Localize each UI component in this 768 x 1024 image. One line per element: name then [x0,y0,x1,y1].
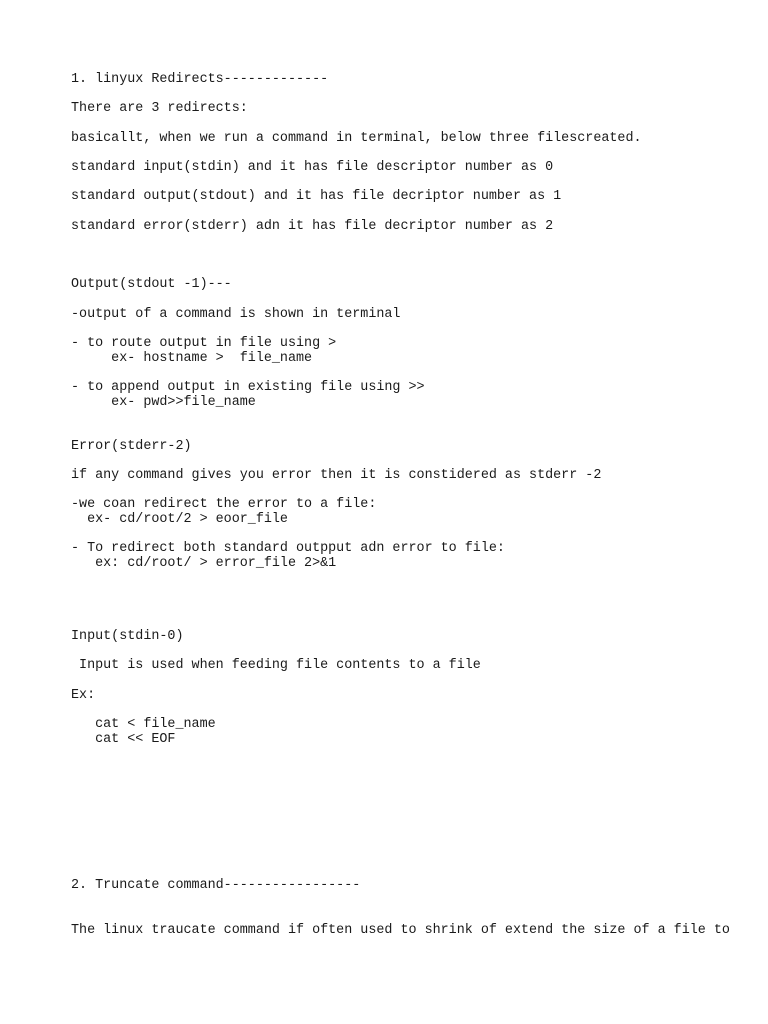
error-both-text: - To redirect both standard outpput adn error to file: [71,541,505,556]
input-description: Input is used when feeding file contents to a file [71,658,481,673]
output-shown-text: -output of a command is shown in terminal [71,307,401,322]
section-heading-truncate: 2. Truncate command----------------- [71,878,361,893]
input-heading: Input(stdin-0) [71,629,184,644]
error-description: if any command gives you error then it is constidered as stderr -2 [71,468,602,483]
output-route-example: ex- hostname > file_name [71,351,313,366]
output-heading: Output(stdout -1)--- [71,277,232,292]
output-append-example: ex- pwd>>file_name [71,395,256,410]
input-example-line-1: cat < file_name [71,717,216,732]
input-example-line-2: cat << EOF [71,732,176,747]
section-heading-redirects: 1. linyux Redirects------------- [71,72,329,87]
output-append-text: - to append output in existing file using >> [71,380,425,395]
stdin-description: standard input(stdin) and it has file descriptor number as 0 [71,160,554,175]
error-redirect-text: -we coan redirect the error to a file: [71,497,377,512]
error-redirect-example: ex- cd/root/2 > eoor_file [71,512,288,527]
truncate-description: The linux traucate command if often used to shrink of extend the size of a file to [71,923,730,938]
input-example-label: Ex: [71,688,96,703]
output-route-text: - to route output in file using > [71,336,337,351]
stdout-description: standard output(stdout) and it has file decriptor number as 1 [71,189,562,204]
redirects-intro: There are 3 redirects: [71,101,248,116]
error-heading: Error(stderr-2) [71,439,192,454]
error-both-example: ex: cd/root/ > error_file 2>&1 [71,556,337,571]
redirects-basic-text: basicallt, when we run a command in terminal, below three filescreated. [71,131,642,146]
stderr-description: standard error(stderr) adn it has file decriptor number as 2 [71,219,554,234]
